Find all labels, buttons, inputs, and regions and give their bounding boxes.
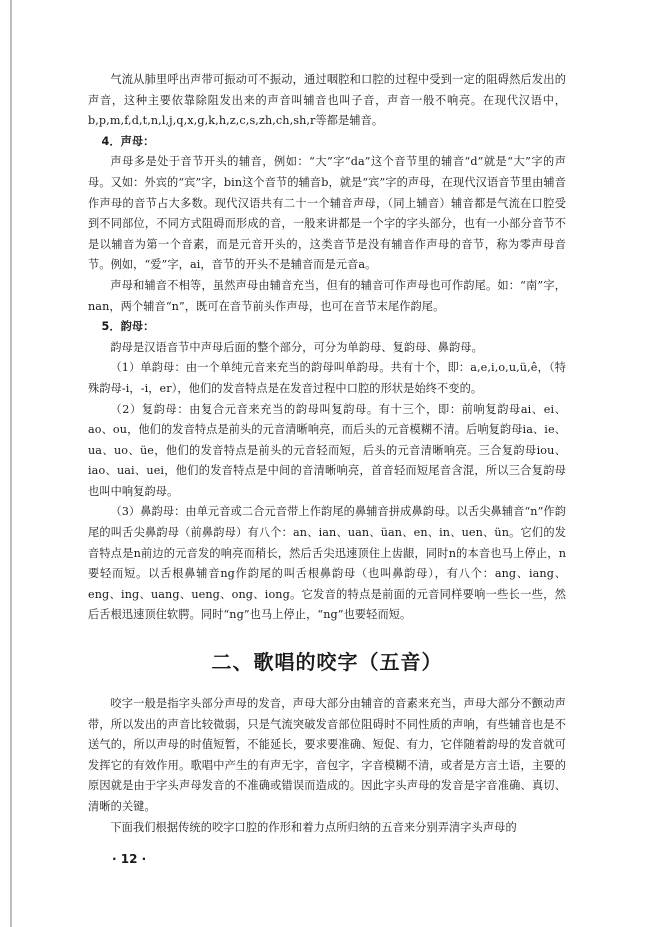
binding-edge-line [10, 0, 12, 927]
section-heading: 5．韵母： [101, 320, 155, 334]
section-heading: 4．声母： [101, 134, 155, 148]
paragraph: 咬字一般是指字头部分声母的发音，声母大部分由辅音的音素来充当，声母大部分不颤动声带，所以发出的声音比较微弱，只是气流突破发音部位阻碍时不同性质的声响，有些辅音也是不送气的，所以声母的时值短暂，不能延长，要求要准确、短促、有力，它伴随着韵母的发音就可发挥它的有效作用。歌唱中产生的有声无字，音包字，字音模糊不清，或者是方言土语，主要的原因就是由于字头声母发音的不准确或错误而造成的。因此字头声母的发音是字音准确、真切、清晰的关键。 [88, 697, 566, 813]
paragraph: 声母和辅音不相等，虽然声母由辅音充当，但有的辅音可作声母也可作韵尾。如：“南”字，nan，两个辅音“n”，既可在音节前头作声母，也可在音节末尾作韵尾。 [88, 278, 566, 313]
page-number: · 12 · [112, 852, 147, 866]
paragraph: 韵母是汉语音节中声母后面的整个部分，可分为单韵母、复韵母、鼻韵母。 [110, 340, 483, 354]
paragraph: 气流从肺里呼出声带可振动可不振动，通过咽腔和口腔的过程中受到一定的阻碍然后发出的声音，这种主要依靠除阻发出来的声音叫辅音也叫子音，声音一般不响亮。在现代汉语中，b,p,m,f,d,t,n,l,j,q,x,g,k,h,z,c,s,zh,ch,sh,r等都是辅音。 [88, 73, 566, 128]
top-text-block [88, 70, 566, 626]
paragraph: 下面我们根据传统的咬字口腔的作形和着力点所归纳的五音来分别弄清字头声母的 [110, 820, 517, 834]
paragraph: 声母多是处于音节开头的辅音，例如：“大”字“da”这个音节里的辅音“d”就是“大”字的声母。又如：外宾的“宾”字，bin这个音节的辅音b，就是“宾”字的声母，在现代汉语音节里由辅音作声母的音节占大多数。现代汉语共有二十一个辅音声母，（同上辅音）辅音都是气流在口腔受到不同部位，不同方式阻碍而形成的音，一般来讲都是一个字的字头部分，也有一小部分音节不是以辅音为第一个音素，而是元音开头的，这类音节是没有辅音作声母的音节，称为零声母音节。例如，“爱”字，ai，音节的开头不是辅音而是元音a。 [88, 155, 566, 272]
bottom-text-block [88, 694, 566, 838]
paragraph: （3）鼻韵母：由单元音或二合元音带上作韵尾的鼻辅音拼成鼻韵母。以舌尖鼻辅音“n”作韵尾的叫舌尖鼻韵母（前鼻韵母）有八个：an、ian、uan、üan、en、in、uen、ün。它们的发音特点是n前边的元音发的响亮而稍长，然后舌尖迅速顶住上齿龈，同时n的本音也马上停止，n要轻而短。以舌根鼻辅音ng作韵尾的叫舌根鼻韵母（也叫鼻韵母），有八个：ang、iang、eng、ing、uang、ueng、ong、iong。它发音的特点是前面的元音同样要响一些长一些，然后舌根迅速顶住软腭。同时“ng”也马上停止，“ng”也要轻而短。 [88, 505, 566, 622]
paragraph: （2）复韵母：由复合元音来充当的韵母叫复韵母。有十三个，即：前响复韵母ai、ei、ao、ou，他们的发音特点是前头的元音清晰响亮，而后头的元音模糊不清。后响复韵母ia、ie、ua、uo、üe，他们的发音特点是前头的元音轻而短，后头的元音清晰响亮。三合复韵母iou、iao、uai、uei，他们的发音特点是中间的音清晰响亮，首音轻而短尾音含混，所以三合复韵母也叫中响复韵母。 [88, 402, 566, 498]
page-body [88, 70, 566, 838]
paragraph: （1）单韵母：由一个单纯元音来充当的韵母叫单韵母。共有十个，即：a,e,i,o,u,ü,ê，（特殊韵母-i，-i，er），他们的发音特点是在发音过程中口腔的形状是始终不变的。 [88, 361, 566, 395]
section-title: 二、歌唱的咬字（五音） [211, 650, 443, 675]
